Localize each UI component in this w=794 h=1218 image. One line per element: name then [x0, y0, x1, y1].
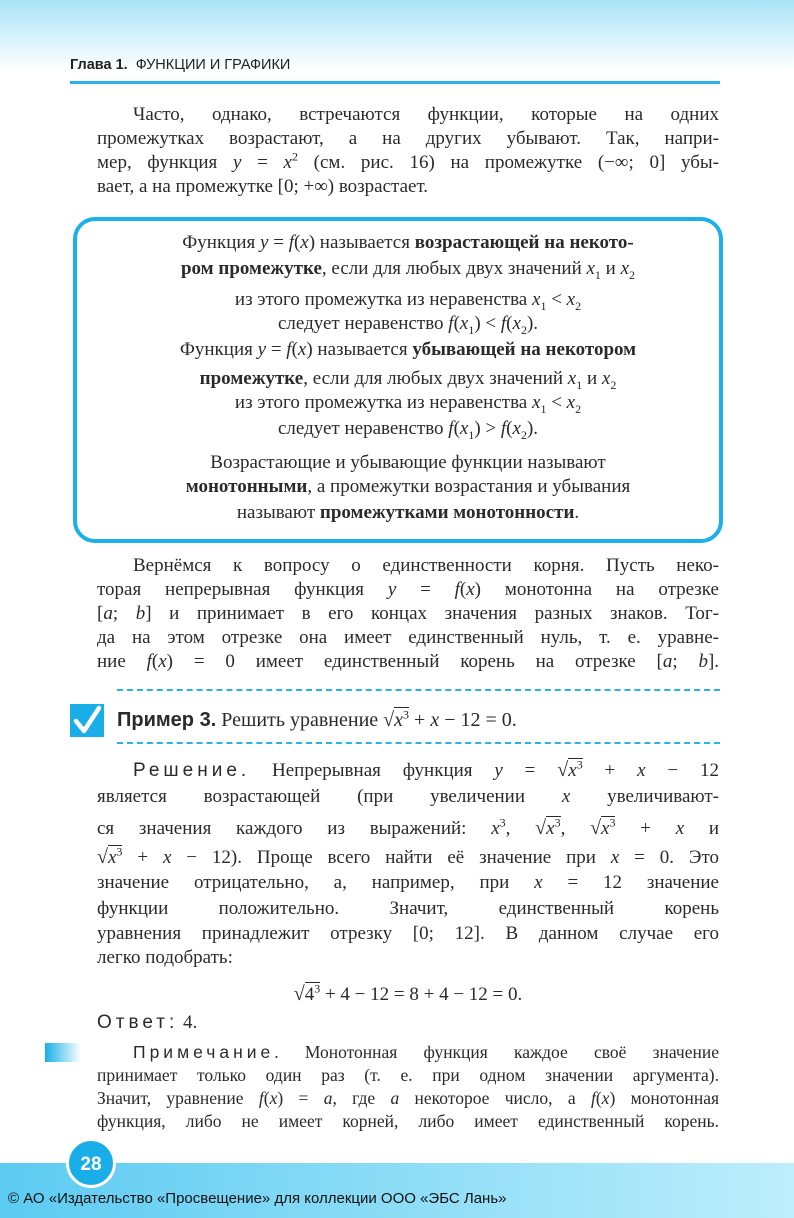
subscript: 1: [594, 267, 601, 282]
math-variable: y: [494, 760, 503, 781]
bold-term: ром промежутке: [180, 258, 322, 279]
subscript: 2: [629, 267, 636, 282]
bold-term: возрастающей на некото-: [414, 232, 634, 253]
radicand: [568, 758, 582, 781]
text-run: Непрерывная функция: [250, 760, 495, 781]
uniqueness-paragraph: [97, 554, 719, 674]
text-line: [97, 501, 719, 525]
text-line: [97, 554, 719, 578]
text-run: из этого промежутка из неравенства: [234, 289, 532, 310]
text-run: − 12). Проще всего найти её значение при: [171, 847, 611, 868]
radicand: [601, 816, 615, 839]
math-variable: x: [297, 339, 307, 360]
text-run: =: [396, 579, 455, 600]
math-variable: x: [158, 651, 167, 672]
subscript: 2: [520, 322, 527, 337]
text-run: +: [582, 760, 638, 781]
bold-term: промежутками монотонности: [319, 502, 575, 523]
subscript: 2: [575, 298, 582, 313]
radicand-base: x: [394, 709, 404, 731]
text-run: (см. рис. 16) на промежутке (−∞; 0] убы-: [297, 152, 719, 173]
text-run: . Монотонная функция каждое своё значение: [274, 1042, 719, 1062]
square-root: [293, 981, 321, 1005]
note-marker-icon: [45, 1043, 81, 1062]
text-run: Часто, однако, встречаются функции, которые на одних: [133, 104, 719, 125]
superscript: 3: [499, 816, 506, 830]
text-run: функции положительно. Значит, единственный корень: [97, 898, 719, 919]
math-variable: x: [566, 392, 576, 413]
text-run: функция, либо не имеет корней, либо имеет единственный корень.: [97, 1111, 719, 1131]
square-root: [383, 707, 409, 731]
text-run: ) = 0 имеет единственный корень на отрезке [: [166, 651, 663, 672]
text-run: Значит, уравнение: [97, 1088, 259, 1108]
text-line: [97, 1041, 719, 1064]
radicand-base: x: [601, 818, 610, 839]
text-line: [117, 708, 739, 732]
math-variable: x: [561, 786, 571, 807]
copyright: © АО «Издательство «Просвещение» для коллекции ООО «ЭБС Лань»: [8, 1190, 507, 1207]
header-rule: [70, 81, 720, 84]
text-run: (: [263, 1088, 270, 1108]
square-root: [557, 760, 582, 781]
text-run: Решить уравнение: [216, 709, 384, 731]
text-run: из этого промежутка из неравенства: [234, 392, 532, 413]
radicand: [108, 845, 122, 868]
text-run: Вернёмся к вопросу о единственности корня. Пусть неко-: [133, 555, 719, 576]
radical-sign-icon: √: [97, 846, 108, 868]
solution-formula: [97, 982, 719, 1006]
text-line: [97, 650, 719, 674]
text-line: [97, 257, 719, 281]
text-run: ;: [672, 651, 699, 672]
text-run: ) <: [474, 313, 501, 334]
math-variable: x: [532, 289, 541, 310]
math-variable: x: [512, 313, 521, 334]
text-run: Функция: [179, 339, 258, 360]
text-line: [97, 103, 719, 127]
text-line: [97, 175, 719, 199]
spaced-label: Примечание: [133, 1042, 275, 1062]
math-variable: x: [491, 818, 500, 839]
text-run: следует неравенство: [277, 313, 449, 334]
subscript: 2: [575, 401, 582, 416]
text-run: = 12 значение: [542, 872, 719, 893]
text-run: легко подобрать:: [97, 947, 233, 968]
text-run: называют: [236, 502, 320, 523]
math-variable: a: [323, 1088, 333, 1108]
math-variable: f: [288, 232, 294, 253]
math-variable: x: [162, 847, 172, 868]
text-line: [97, 578, 719, 602]
text-run: ся значения каждого из выражений:: [97, 818, 492, 839]
math-variable: x: [620, 258, 630, 279]
math-variable: f: [590, 1088, 596, 1108]
text-run: ) называется: [306, 339, 413, 360]
text-run: промежутках возрастают, а на других убывают. Так, напри-: [97, 128, 719, 149]
math-variable: x: [532, 392, 541, 413]
spaced-label: Ответ:: [97, 1012, 179, 1033]
checkmark-icon: [70, 704, 104, 737]
text-run: и: [600, 258, 621, 279]
text-run: , а промежутки возрастания и убывания: [307, 476, 631, 497]
text-run: ].: [707, 651, 719, 672]
radical-sign-icon: √: [535, 817, 547, 839]
text-run: Возрастающие и убывающие функции называют: [210, 452, 606, 473]
text-run: (: [151, 651, 159, 672]
math-variable: x: [675, 818, 685, 839]
radical-sign-icon: √: [590, 817, 602, 839]
text-line: [97, 626, 719, 650]
text-run: ;: [112, 603, 136, 624]
example-title: [117, 708, 739, 732]
subscript: 1: [540, 298, 547, 313]
text-run: ) называется: [308, 232, 415, 253]
math-variable: f: [448, 418, 454, 439]
math-variable: x: [601, 368, 611, 389]
text-run: +: [122, 847, 163, 868]
example-label: Пример 3.: [117, 709, 217, 731]
text-run: (: [291, 339, 298, 360]
superscript: 2: [291, 151, 298, 164]
text-run: =: [266, 339, 287, 360]
text-line: [97, 475, 719, 499]
radicand: [546, 816, 560, 839]
dashed-divider-bottom: [117, 742, 720, 744]
radical-sign-icon: √: [383, 709, 395, 731]
note-paragraph: [97, 1041, 719, 1133]
math-variable: y: [260, 232, 269, 253]
text-line: [97, 922, 719, 946]
math-variable: x: [567, 368, 577, 389]
text-line: [97, 1064, 719, 1087]
text-run: ние: [97, 651, 147, 672]
text-run: ,: [505, 818, 536, 839]
math-variable: x: [466, 579, 475, 600]
text-run: мер, функция: [97, 152, 233, 173]
text-line: [97, 1110, 719, 1133]
text-run: <: [546, 289, 567, 310]
text-line: [97, 1011, 719, 1035]
text-run: да на этом отрезке она имеет единственный нуль, т. е. уравне-: [97, 627, 719, 648]
chapter-number: Глава 1.: [70, 57, 128, 73]
text-run: ) монотонна на отрезке: [474, 579, 719, 600]
text-line: [97, 127, 719, 151]
subscript: 2: [520, 427, 527, 442]
text-run: (: [506, 418, 513, 439]
text-run: ).: [526, 418, 539, 439]
intro-paragraph: [97, 103, 719, 199]
math-variable: f: [454, 579, 460, 600]
text-run: .: [574, 502, 580, 523]
math-variable: x: [637, 760, 646, 781]
subscript: 1: [540, 401, 547, 416]
text-run: + 4 − 12 = 8 + 4 − 12 = 0.: [320, 984, 523, 1005]
text-line: [97, 946, 719, 970]
text-run: (: [453, 418, 460, 439]
math-variable: x: [430, 709, 440, 731]
text-run: является возрастающей (при увеличении: [97, 786, 562, 807]
text-run: ] и принимает в его концах значения разных знаков. Тог-: [145, 603, 719, 624]
text-run: +: [409, 709, 431, 731]
text-run: ) монотонная: [609, 1088, 719, 1108]
text-line: [97, 897, 719, 921]
text-run: (: [459, 579, 467, 600]
text-line: [97, 602, 719, 626]
text-run: и: [684, 818, 719, 839]
math-variable: x: [610, 847, 620, 868]
text-run: и: [582, 368, 602, 389]
math-variable: x: [534, 872, 543, 893]
math-variable: x: [566, 289, 576, 310]
text-run: − 12 = 0.: [439, 709, 517, 731]
text-run: , где: [332, 1088, 391, 1108]
text-run: торая непрерывная функция: [97, 579, 388, 600]
running-header: [70, 57, 290, 73]
math-variable: x: [512, 418, 521, 439]
math-variable: x: [300, 232, 309, 253]
math-variable: b: [698, 651, 708, 672]
math-variable: x: [283, 152, 292, 173]
text-line: [97, 417, 719, 441]
text-line: [97, 785, 719, 809]
text-line: [97, 982, 719, 1006]
text-line: [97, 845, 719, 869]
text-line: [97, 816, 719, 840]
text-run: следует неравенство: [277, 418, 449, 439]
text-run: ) >: [474, 418, 501, 439]
text-run: (: [293, 232, 301, 253]
radicand: [394, 707, 409, 731]
text-run: =: [241, 152, 284, 173]
math-variable: a: [662, 651, 673, 672]
text-line: [97, 338, 719, 362]
math-variable: y: [387, 579, 397, 600]
math-variable: b: [135, 603, 146, 624]
text-line: [97, 391, 719, 415]
answer: [97, 1011, 719, 1035]
math-variable: f: [286, 339, 292, 360]
square-root: [97, 847, 122, 868]
text-run: [: [97, 603, 104, 624]
radicand-exponent: 3: [609, 816, 616, 830]
text-run: <: [546, 392, 567, 413]
math-variable: x: [269, 1088, 278, 1108]
text-line: [97, 871, 719, 895]
math-variable: y: [257, 339, 267, 360]
bold-term: монотонными: [185, 476, 308, 497]
text-line: [97, 1087, 719, 1110]
radicand-exponent: 3: [403, 707, 410, 722]
text-run: +: [615, 818, 676, 839]
text-line: [97, 367, 719, 391]
math-variable: a: [103, 603, 113, 624]
text-run: увеличивают-: [570, 786, 719, 807]
math-variable: x: [459, 418, 469, 439]
math-variable: y: [232, 152, 242, 173]
text-run: (: [506, 313, 513, 334]
text-line: [97, 758, 719, 782]
radicand-base: x: [568, 760, 577, 781]
math-variable: f: [258, 1088, 264, 1108]
radicand-base: 4: [304, 984, 315, 1005]
text-run: значение отрицательно, а, например, при: [97, 872, 535, 893]
math-variable: f: [448, 313, 454, 334]
text-run: ) =: [277, 1088, 324, 1108]
math-variable: f: [146, 651, 152, 672]
text-run: ,: [560, 818, 591, 839]
text-run: некоторое число, а: [399, 1088, 591, 1108]
page-number: 28: [66, 1138, 116, 1188]
text-line: [97, 231, 719, 255]
text-run: =: [502, 760, 558, 781]
text-line: [97, 312, 719, 336]
text-line: [97, 151, 719, 175]
square-root: [590, 818, 615, 839]
text-run: 4.: [178, 1012, 198, 1033]
text-line: [97, 288, 719, 312]
text-run: =: [268, 232, 289, 253]
radicand-exponent: 3: [576, 758, 583, 772]
text-run: (: [595, 1088, 602, 1108]
text-run: вает, а на промежутке [0; +∞) возрастает.: [97, 176, 429, 197]
math-variable: x: [601, 1088, 610, 1108]
radicand-base: x: [107, 847, 117, 868]
text-run: − 12: [645, 760, 719, 781]
text-run: (: [453, 313, 460, 334]
subscript: 1: [576, 377, 583, 392]
radical-sign-icon: √: [557, 759, 569, 781]
radicand-exponent: 3: [314, 981, 321, 996]
radicand-exponent: 3: [554, 816, 561, 830]
dashed-divider-top: [117, 689, 720, 691]
subscript: 2: [610, 377, 617, 392]
text-run: уравнения принадлежит отрезку [0; 12]. В данном случае его: [97, 923, 719, 944]
radical-sign-icon: √: [293, 983, 305, 1005]
definition-text: [97, 231, 719, 525]
math-variable: x: [459, 313, 469, 334]
bold-term: убывающей на некотором: [412, 339, 637, 360]
text-run: = 0. Это: [619, 847, 719, 868]
subscript: 1: [468, 427, 475, 442]
text-run: Функция: [182, 232, 261, 253]
text-run: ).: [526, 313, 539, 334]
text-run: , если для любых двух значений: [321, 258, 587, 279]
square-root: [535, 818, 560, 839]
chapter-title: ФУНКЦИИ И ГРАФИКИ: [135, 57, 291, 73]
math-variable: f: [500, 418, 507, 439]
math-variable: a: [390, 1088, 400, 1108]
radicand-exponent: 3: [116, 845, 123, 859]
solution-paragraph: [97, 758, 719, 970]
radicand: [305, 982, 321, 1005]
text-run: принимает только один раз (т. е. при одном значении аргумента).: [97, 1065, 719, 1085]
math-variable: x: [586, 258, 595, 279]
text-run: , если для любых двух значений: [303, 368, 568, 389]
math-variable: f: [500, 313, 507, 334]
bold-term: промежутке: [199, 368, 304, 389]
subscript: 1: [468, 322, 475, 337]
radicand-base: x: [546, 818, 555, 839]
text-line: [97, 451, 719, 475]
spaced-label: Решение.: [133, 760, 251, 781]
